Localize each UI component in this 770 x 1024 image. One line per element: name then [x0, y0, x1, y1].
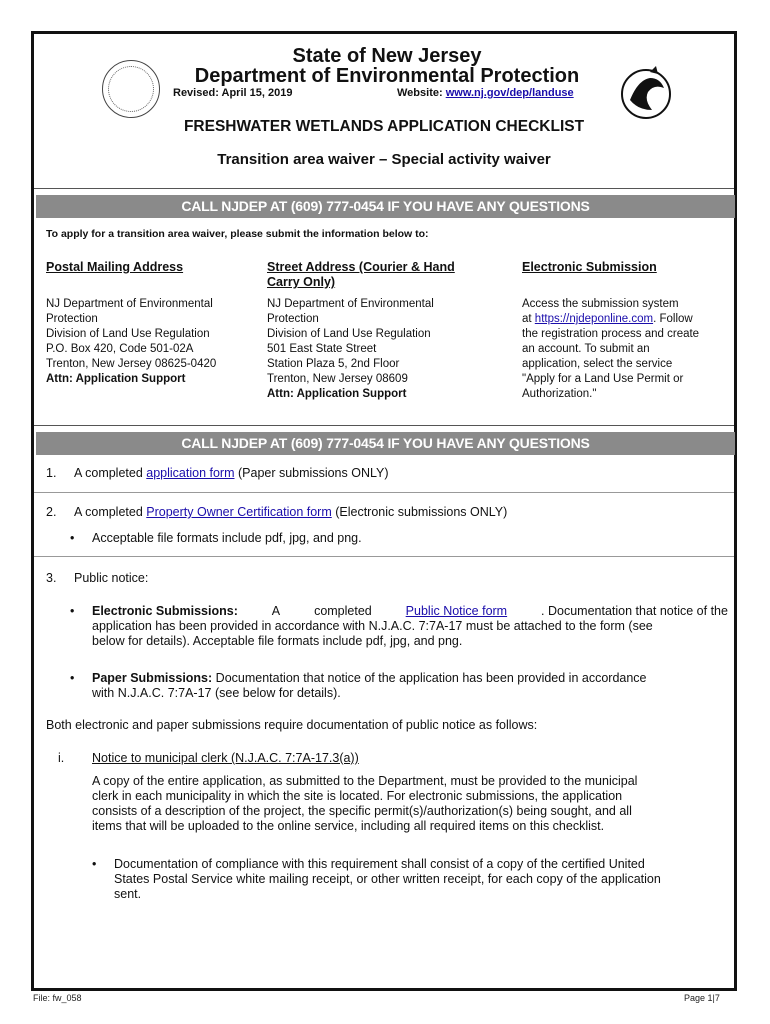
- attn-line: Attn: Application Support: [46, 373, 186, 385]
- divider: [34, 425, 734, 426]
- notice-paragraph: A copy of the entire application, as submitted to the Department, must be provided to the municipal clerk in each municipality in which the site is located. For electronic submissions, the application consists of a description of the project, the specific permit(s)/authorization(s) being sought, and all items that will be uploaded to the online service, including all required items on this checklist.: [92, 774, 638, 833]
- website-label: Website: www.nj.gov/dep/landuse: [397, 87, 574, 99]
- paper-submissions-bullet: • Paper Submissions: Documentation that notice of the application has been provided in accordance with N.J.A.C. 7:7A-17 (see below for details).: [92, 671, 728, 701]
- divider: [34, 556, 734, 557]
- postal-address: [46, 260, 256, 387]
- application-form-link[interactable]: application form: [146, 466, 235, 480]
- njdeponline-link[interactable]: https://njdeponline.com: [534, 313, 654, 325]
- public-notice-form-link[interactable]: Public Notice form: [405, 604, 508, 618]
- address-line: Division of Land Use Regulation: [267, 328, 431, 340]
- property-owner-certification-link[interactable]: Property Owner Certification form: [146, 505, 332, 519]
- revised-date: Revised: April 15, 2019: [173, 87, 293, 99]
- page-title: FRESHWATER WETLANDS APPLICATION CHECKLIST: [183, 118, 585, 135]
- address-line: NJ Department of Environmental: [267, 298, 434, 310]
- address-line: Protection: [46, 313, 98, 325]
- item-3-number: 3.: [46, 571, 57, 585]
- item-2-bullet: • Acceptable file formats include pdf, jpg, and png.: [92, 531, 362, 546]
- both-text: Both electronic and paper submissions require documentation of public notice as follows:: [46, 718, 538, 732]
- address-line: Division of Land Use Regulation: [46, 328, 210, 340]
- document-frame: [31, 31, 737, 991]
- address-line: application, select the service: [522, 358, 673, 370]
- address-line: Access the submission system: [522, 298, 679, 310]
- attn-line: Attn: Application Support: [267, 388, 407, 400]
- postal-heading: Postal Mailing Address: [46, 260, 184, 274]
- state-title: State of New Jersey: [292, 45, 482, 67]
- website-link[interactable]: www.nj.gov/dep/landuse: [445, 87, 574, 99]
- page-subtitle: Transition area waiver – Special activity waiver: [217, 151, 551, 168]
- item-1: A completed application form (Paper submissions ONLY): [74, 466, 389, 480]
- address-line: the registration process and create: [522, 328, 700, 340]
- notice-bullet: • Documentation of compliance with this requirement shall consist of a copy of the certified United States Postal Service white mailing receipt, or other written receipt, for each copy of the application sent.: [114, 857, 728, 902]
- call-banner-2: CALL NJDEP AT (609) 777-0454 IF YOU HAVE ANY QUESTIONS: [36, 432, 735, 455]
- address-line: at https://njdeponline.com. Follow: [522, 313, 693, 325]
- electronic-submissions-bullet: • Electronic Submissions: A completed Public Notice form . Documentation that notice of the application has been provided in accordance with N.J.A.C. 7:7A-17 must be attached to the form (see below for details). Acceptable file formats include pdf, jpg, and png.: [92, 604, 728, 649]
- item-1-number: 1.: [46, 466, 57, 480]
- address-line: Authorization.": [522, 388, 597, 400]
- footer-page: Page 1|7: [684, 993, 720, 1003]
- address-line: "Apply for a Land Use Permit or: [522, 373, 684, 385]
- item-3-label: Public notice:: [74, 571, 149, 585]
- department-title: Department of Environmental Protection: [194, 65, 580, 87]
- footer-file: File: fw_058: [33, 993, 82, 1003]
- address-line: NJ Department of Environmental: [46, 298, 213, 310]
- item-2-number: 2.: [46, 505, 57, 519]
- electronic-heading: Electronic Submission: [522, 260, 657, 274]
- divider: [34, 492, 734, 493]
- address-line: 501 East State Street: [267, 343, 377, 355]
- notice-number: i.: [58, 751, 65, 765]
- divider: [34, 188, 734, 189]
- address-line: P.O. Box 420, Code 501-02A: [46, 343, 194, 355]
- address-line: Protection: [267, 313, 319, 325]
- item-2: A completed Property Owner Certification form (Electronic submissions ONLY): [74, 505, 508, 519]
- intro-text: To apply for a transition area waiver, please submit the information below to:: [46, 228, 429, 240]
- street-heading: Street Address (Courier & Hand: [267, 260, 455, 274]
- address-line: an account. To submit an: [522, 343, 650, 355]
- electronic-submission: [522, 260, 732, 402]
- notice-heading: Notice to municipal clerk (N.J.A.C. 7:7A-17.3(a)): [92, 751, 359, 765]
- address-line: Trenton, New Jersey 08625-0420: [46, 358, 217, 370]
- address-line: Trenton, New Jersey 08609: [267, 373, 408, 385]
- address-line: Station Plaza 5, 2nd Floor: [267, 358, 400, 370]
- call-banner: CALL NJDEP AT (609) 777-0454 IF YOU HAVE ANY QUESTIONS: [36, 195, 735, 218]
- street-address: [267, 260, 507, 402]
- street-heading-2: Carry Only): [267, 275, 336, 289]
